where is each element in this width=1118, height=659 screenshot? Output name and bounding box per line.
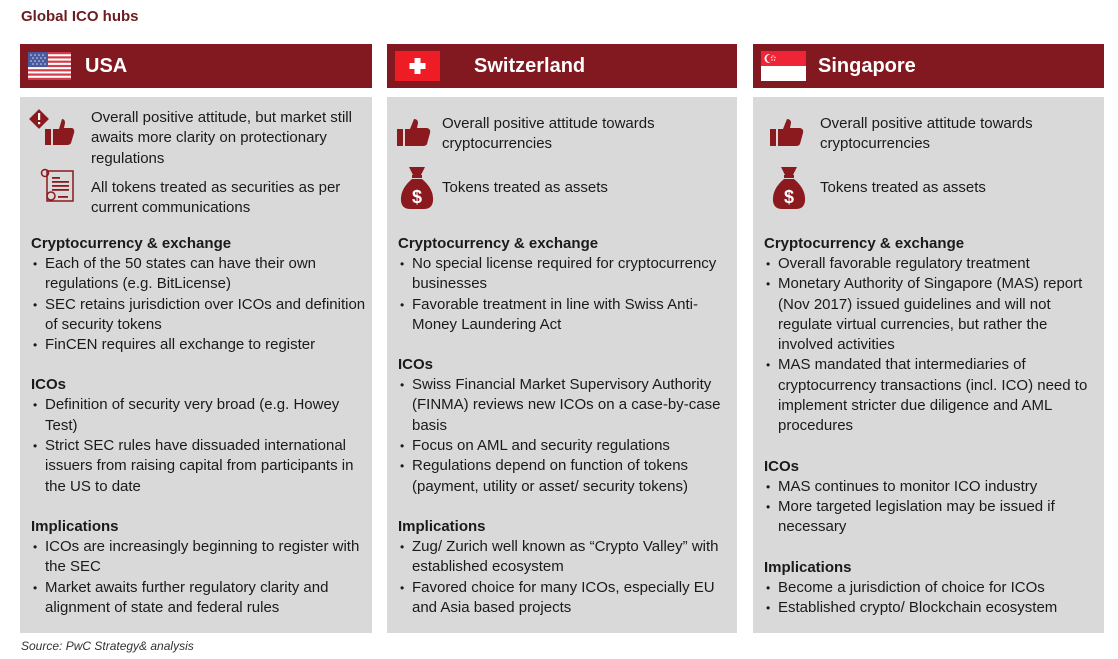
bullet-item: • Definition of security very broad (e.g. Howey Test) bbox=[31, 395, 366, 436]
section bbox=[31, 517, 366, 618]
highlight-text: Overall positive attitude towards cryptocurrencies bbox=[820, 115, 1033, 153]
bullet-item: • Market awaits further regulatory clarity and alignment of state and federal rules bbox=[31, 578, 366, 619]
highlight-text: Overall positive attitude towards cryptocurrencies bbox=[442, 115, 655, 153]
bullet-list bbox=[764, 578, 1098, 619]
bullet-item: • SEC retains jurisdiction over ICOs and definition of security tokens bbox=[31, 295, 366, 336]
section bbox=[764, 558, 1098, 619]
bullet-list bbox=[31, 395, 366, 496]
sections bbox=[398, 234, 731, 638]
section-title: Implications bbox=[764, 558, 852, 576]
bullet-item: • MAS continues to monitor ICO industry bbox=[764, 477, 1098, 497]
highlight-text: Overall positive attitude, but market still awaits more clarity on protectionary regulations bbox=[91, 109, 352, 167]
column-singapore bbox=[753, 44, 1104, 633]
svg-text:$: $ bbox=[411, 187, 423, 207]
section-title: Implications bbox=[398, 517, 486, 535]
bullet-list bbox=[764, 254, 1098, 437]
page-title: Global ICO hubs bbox=[21, 8, 139, 25]
bullet-item: • Focus on AML and security regulations bbox=[398, 436, 731, 456]
bullet-item: • FinCEN requires all exchange to register bbox=[31, 335, 366, 355]
sections bbox=[764, 234, 1098, 638]
column-usa bbox=[20, 44, 372, 633]
section-title: ICOs bbox=[31, 376, 67, 394]
bullet-item: • Monetary Authority of Singapore (MAS) report (Nov 2017) issued guidelines and will not regulate virtual currencies, but rather the involved activities bbox=[764, 274, 1098, 355]
highlight-text: All tokens treated as securities as per current communications bbox=[91, 179, 341, 217]
column-header bbox=[753, 44, 1104, 88]
section bbox=[764, 457, 1098, 538]
column-body bbox=[20, 97, 372, 633]
column-body bbox=[753, 97, 1104, 633]
sections bbox=[31, 234, 366, 638]
bullet-list bbox=[398, 375, 731, 497]
bullet-item: • More targeted legislation may be issued if necessary bbox=[764, 497, 1098, 538]
section-title: Cryptocurrency & exchange bbox=[764, 235, 965, 252]
bullet-item: • Each of the 50 states can have their own regulations (e.g. BitLicense) bbox=[31, 254, 366, 295]
usa-flag-icon bbox=[28, 52, 71, 80]
highlight-text: Tokens treated as assets bbox=[820, 179, 986, 196]
source-note: Source: PwC Strategy& analysis bbox=[21, 639, 194, 653]
bullet-item: • Established crypto/ Blockchain ecosystem bbox=[764, 598, 1098, 618]
section bbox=[31, 375, 366, 496]
bullet-item: • Overall favorable regulatory treatment bbox=[764, 254, 1098, 274]
certificate-icon bbox=[39, 167, 83, 211]
switzerland-flag-icon bbox=[395, 51, 440, 81]
bullet-item: • Favorable treatment in line with Swiss Anti-Money Laundering Act bbox=[398, 295, 731, 336]
svg-text:$: $ bbox=[783, 187, 795, 207]
country-name: Singapore bbox=[818, 54, 916, 77]
column-switzerland bbox=[387, 44, 737, 633]
thumbs-up-icon bbox=[770, 118, 814, 162]
section bbox=[764, 234, 1098, 437]
section-title: ICOs bbox=[398, 356, 434, 374]
thumbs-up-icon bbox=[397, 118, 441, 162]
country-name: USA bbox=[85, 54, 128, 77]
country-name: Switzerland bbox=[474, 54, 586, 77]
bullet-item: • MAS mandated that intermediaries of cryptocurrency transactions (incl. ICO) need to implement stricter due diligence and AML procedures bbox=[764, 355, 1098, 436]
warning-thumbs-up-icon bbox=[29, 109, 73, 153]
section-title: ICOs bbox=[764, 457, 800, 475]
bullet-list bbox=[31, 537, 366, 618]
bullet-list bbox=[398, 254, 731, 335]
bullet-item: • Regulations depend on function of tokens (payment, utility or asset/ security tokens) bbox=[398, 456, 731, 497]
bullet-item: • Favored choice for many ICOs, especially EU and Asia based projects bbox=[398, 578, 731, 619]
singapore-flag-icon bbox=[761, 51, 806, 81]
bullet-item: • Strict SEC rules have dissuaded international issuers from raising capital from participants in the US to date bbox=[31, 436, 366, 497]
money-bag-icon bbox=[772, 165, 816, 209]
bullet-list bbox=[764, 477, 1098, 538]
highlight-text: Tokens treated as assets bbox=[442, 179, 608, 196]
column-body bbox=[387, 97, 737, 633]
bullet-item: • Zug/ Zurich well known as “Crypto Valley” with established ecosystem bbox=[398, 537, 731, 578]
bullet-item: • ICOs are increasingly beginning to register with the SEC bbox=[31, 537, 366, 578]
money-bag-icon bbox=[400, 165, 444, 209]
bullet-item: • Become a jurisdiction of choice for ICOs bbox=[764, 578, 1098, 598]
column-header bbox=[20, 44, 372, 88]
section bbox=[31, 234, 366, 355]
column-header bbox=[387, 44, 737, 88]
section bbox=[398, 234, 731, 335]
section-title: Cryptocurrency & exchange bbox=[31, 235, 232, 252]
section bbox=[398, 517, 731, 618]
section-title: Cryptocurrency & exchange bbox=[398, 235, 599, 252]
section bbox=[398, 355, 731, 497]
bullet-item: • Swiss Financial Market Supervisory Authority (FINMA) reviews new ICOs on a case-by-case basis bbox=[398, 375, 731, 436]
bullet-item: • No special license required for cryptocurrency businesses bbox=[398, 254, 731, 295]
bullet-list bbox=[31, 254, 366, 355]
section-title: Implications bbox=[31, 517, 119, 535]
bullet-list bbox=[398, 537, 731, 618]
